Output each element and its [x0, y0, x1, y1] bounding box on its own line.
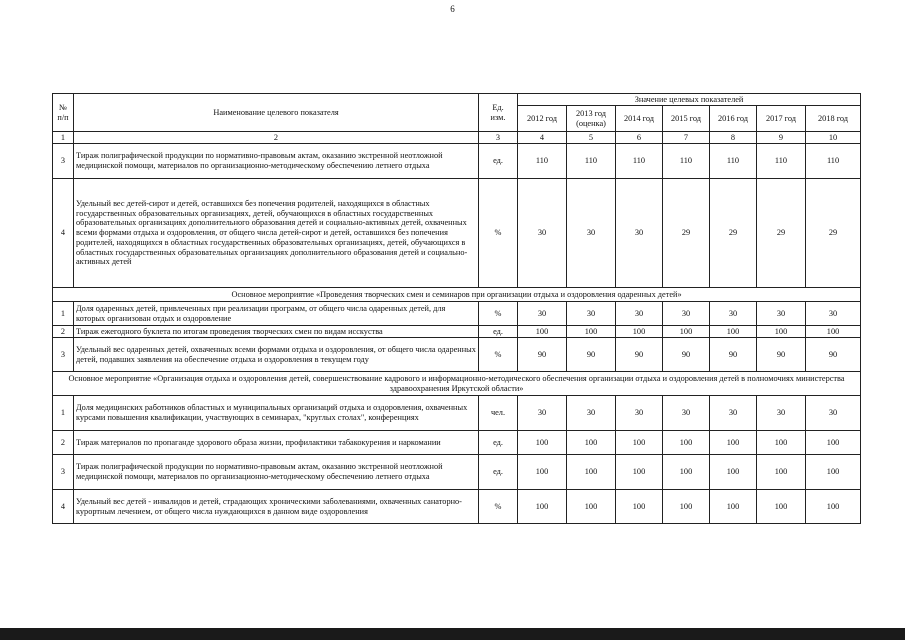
value-cell: 30 — [616, 396, 663, 431]
value-cell: 100 — [757, 431, 806, 455]
value-cell: 90 — [757, 338, 806, 372]
column-index: 1 — [53, 132, 74, 144]
value-cell: 100 — [757, 455, 806, 490]
row-num: 1 — [53, 302, 74, 326]
value-cell: 30 — [806, 396, 861, 431]
value-cell: 100 — [710, 455, 757, 490]
unit: чел. — [479, 396, 518, 431]
value-cell: 100 — [616, 455, 663, 490]
row-num: 4 — [53, 179, 74, 288]
unit: % — [479, 179, 518, 288]
unit: ед. — [479, 144, 518, 179]
value-cell: 100 — [518, 455, 567, 490]
value-cell: 110 — [567, 144, 616, 179]
value-cell: 100 — [663, 455, 710, 490]
value-cell: 29 — [710, 179, 757, 288]
value-cell: 110 — [663, 144, 710, 179]
indicator-name: Доля одаренных детей, привлеченных при реализации программ, от общего числа одаренных детей, для которых организован отдых и оздоровление — [74, 302, 479, 326]
header-year: 2016 год — [710, 106, 757, 132]
section-title: Основное мероприятие «Организация отдыха и оздоровления детей, совершенствование кадрового и информационно-методического обеспечения организации отдыха и оздоровления детей в полномочиях министерства здравоохранения Иркутской области» — [53, 372, 861, 396]
value-cell: 90 — [567, 338, 616, 372]
value-cell: 100 — [518, 490, 567, 524]
row-num: 3 — [53, 144, 74, 179]
column-index: 4 — [518, 132, 567, 144]
value-cell: 100 — [710, 490, 757, 524]
value-cell: 30 — [518, 179, 567, 288]
value-cell: 110 — [616, 144, 663, 179]
value-cell: 29 — [663, 179, 710, 288]
value-cell: 30 — [757, 396, 806, 431]
value-cell: 110 — [518, 144, 567, 179]
unit: % — [479, 490, 518, 524]
unit: ед. — [479, 455, 518, 490]
unit: % — [479, 302, 518, 326]
value-cell: 30 — [663, 302, 710, 326]
row-num: 4 — [53, 490, 74, 524]
value-cell: 100 — [567, 326, 616, 338]
value-cell: 30 — [518, 302, 567, 326]
value-cell: 30 — [567, 302, 616, 326]
section-row — [53, 372, 861, 396]
table-row — [53, 144, 861, 179]
header-year: 2014 год — [616, 106, 663, 132]
value-cell: 110 — [806, 144, 861, 179]
value-cell: 30 — [616, 179, 663, 288]
table-row — [53, 179, 861, 288]
header-name: Наименование целевого показателя — [74, 94, 479, 132]
indicator-name: Тираж материалов по пропаганде здорового образа жизни, профилактики табакокурения и наркомании — [74, 431, 479, 455]
value-cell: 100 — [518, 431, 567, 455]
row-num: 2 — [53, 431, 74, 455]
value-cell: 30 — [663, 396, 710, 431]
section-title: Основное мероприятие «Проведения творческих смен и семинаров при организации отдыха и оздоровления одаренных детей» — [53, 288, 861, 302]
value-cell: 100 — [616, 490, 663, 524]
header-year: 2018 год — [806, 106, 861, 132]
column-index: 10 — [806, 132, 861, 144]
indicator-name: Удельный вес детей - инвалидов и детей, страдающих хроническими заболеваниями, охваченных санаторно-курортным лечением, от общего числа нуждающихся в данном виде оздоровления — [74, 490, 479, 524]
row-num: 3 — [53, 455, 74, 490]
header-values-group: Значение целевых показателей — [518, 94, 861, 106]
value-cell: 100 — [663, 490, 710, 524]
header-year: 2017 год — [757, 106, 806, 132]
indicators-table — [52, 93, 861, 524]
header-year: 2013 год (оценка) — [567, 106, 616, 132]
unit: ед. — [479, 326, 518, 338]
value-cell: 90 — [663, 338, 710, 372]
value-cell: 100 — [567, 431, 616, 455]
column-index: 2 — [74, 132, 479, 144]
header-unit: Ед. изм. — [479, 94, 518, 132]
indicator-name: Тираж полиграфической продукции по нормативно-правовым актам, оказанию экстренной неотложной медицинской помощи, материалов по организационно-методическому обеспечению летнего отдыха — [74, 455, 479, 490]
value-cell: 30 — [757, 302, 806, 326]
scan-bottom-edge — [0, 628, 905, 640]
value-cell: 90 — [616, 338, 663, 372]
column-index: 5 — [567, 132, 616, 144]
value-cell: 30 — [806, 302, 861, 326]
column-index: 9 — [757, 132, 806, 144]
value-cell: 100 — [710, 326, 757, 338]
value-cell: 30 — [616, 302, 663, 326]
value-cell: 100 — [806, 490, 861, 524]
value-cell: 100 — [616, 326, 663, 338]
value-cell: 100 — [806, 326, 861, 338]
indicator-name: Тираж полиграфической продукции по нормативно-правовым актам, оказанию экстренной неотложной медицинской помощи, материалов по организационно-методическому обеспечению летнего отдыха — [74, 144, 479, 179]
unit: % — [479, 338, 518, 372]
value-cell: 29 — [757, 179, 806, 288]
row-num: 1 — [53, 396, 74, 431]
table-row — [53, 302, 861, 326]
row-num: 3 — [53, 338, 74, 372]
value-cell: 100 — [567, 490, 616, 524]
value-cell: 110 — [757, 144, 806, 179]
value-cell: 90 — [710, 338, 757, 372]
value-cell: 100 — [663, 326, 710, 338]
value-cell: 30 — [518, 396, 567, 431]
value-cell: 100 — [757, 326, 806, 338]
table-row — [53, 326, 861, 338]
value-cell: 30 — [710, 302, 757, 326]
page-number: 6 — [450, 4, 455, 14]
value-cell: 100 — [806, 455, 861, 490]
value-cell: 100 — [518, 326, 567, 338]
value-cell: 100 — [567, 455, 616, 490]
value-cell: 100 — [806, 431, 861, 455]
column-index: 6 — [616, 132, 663, 144]
value-cell: 100 — [757, 490, 806, 524]
unit: ед. — [479, 431, 518, 455]
value-cell: 90 — [806, 338, 861, 372]
section-row — [53, 288, 861, 302]
table-row — [53, 338, 861, 372]
indicator-name: Тираж ежегодного буклета по итогам проведения творческих смен по видам исскуства — [74, 326, 479, 338]
value-cell: 30 — [710, 396, 757, 431]
value-cell: 100 — [663, 431, 710, 455]
table-row — [53, 396, 861, 431]
indicator-name: Удельный вес детей-сирот и детей, оставшихся без попечения родителей, находящихся в областных государственных образовательных организациях, детей, обучающихся в областных государственных образовательных организациях дополнительного образования детей и социально-активных детей, охваченных всеми формами отдыха и оздоровления, от общего числа детей-сирот и детей, оставшихся без попечения родителей, находящихся в областных государственных образовательных организациях, детей, обучающихся в областных государственных образовательных организациях дополнительного образования детей и социально-активных детей — [74, 179, 479, 288]
value-cell: 90 — [518, 338, 567, 372]
value-cell: 30 — [567, 396, 616, 431]
column-index: 3 — [479, 132, 518, 144]
header-num: № п/п — [53, 94, 74, 132]
header-year: 2015 год — [663, 106, 710, 132]
value-cell: 100 — [616, 431, 663, 455]
header-year: 2012 год — [518, 106, 567, 132]
column-index: 8 — [710, 132, 757, 144]
row-num: 2 — [53, 326, 74, 338]
value-cell: 29 — [806, 179, 861, 288]
table-row — [53, 490, 861, 524]
value-cell: 30 — [567, 179, 616, 288]
value-cell: 110 — [710, 144, 757, 179]
table-row — [53, 431, 861, 455]
column-index: 7 — [663, 132, 710, 144]
indicator-name: Удельный вес одаренных детей, охваченных всеми формами отдыха и оздоровления, от общего числа одаренных детей, подавших заявления на обеспечение отдыха и оздоровления в текущем году — [74, 338, 479, 372]
table-row — [53, 455, 861, 490]
indicator-name: Доля медицинских работников областных и муниципальных организаций отдыха и оздоровления, охваченных курсами повышения квалификации, участвующих в семинарах, "круглых столах", конференциях — [74, 396, 479, 431]
table-body — [53, 144, 861, 524]
value-cell: 100 — [710, 431, 757, 455]
